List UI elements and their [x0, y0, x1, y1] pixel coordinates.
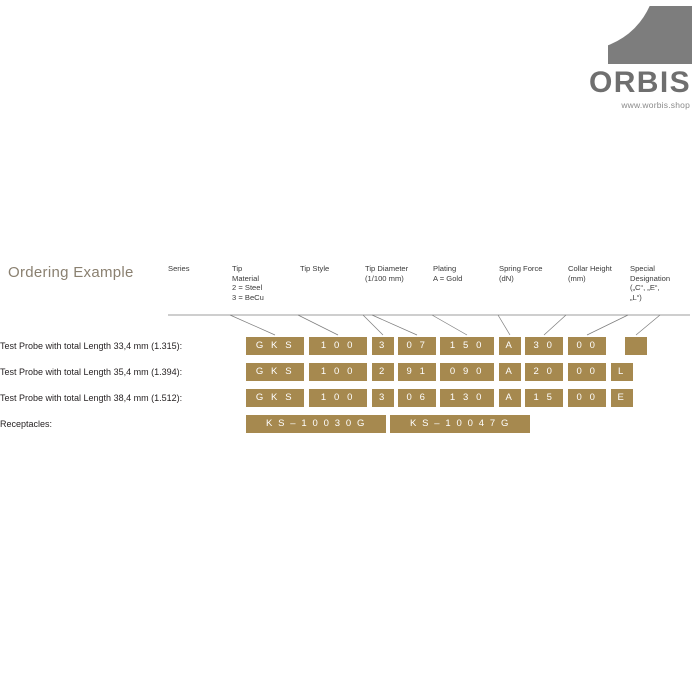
column-header-spring-force: Spring Force (dN)	[499, 264, 543, 283]
row-33-4-code-cell: 1 5 0	[440, 337, 494, 355]
row-35-4-code-cell: L	[611, 363, 633, 381]
row-38-4-label: Test Probe with total Length 38,4 mm (1.512):	[0, 393, 183, 403]
row-33-4-code-cell: 0 0	[568, 337, 606, 355]
column-header-collar-height: Collar Height (mm)	[568, 264, 612, 283]
row-38-4-code-cell: 1 5	[525, 389, 563, 407]
row-38-4	[0, 389, 700, 407]
row-38-4-code-cell: 1 0 0	[309, 389, 367, 407]
row-38-4-code-cell: E	[611, 389, 633, 407]
orbis-logo-mark	[608, 6, 692, 64]
row-35-4-code-cell: 9 1	[398, 363, 436, 381]
row-33-4-code-cell: A	[499, 337, 521, 355]
orbis-logo	[516, 6, 692, 110]
row-38-4-code-cell: 1 3 0	[440, 389, 494, 407]
page-title: Ordering Example	[8, 264, 134, 281]
row-35-4-code-cell: 1 0 0	[309, 363, 367, 381]
column-header-plating: Plating A = Gold	[433, 264, 463, 283]
row-receptacles	[0, 415, 700, 433]
row-35-4-code-cell: A	[499, 363, 521, 381]
logo-notch-shape	[608, 6, 656, 50]
row-33-4-code-cell: G K S	[246, 337, 304, 355]
orbis-website-url: www.worbis.shop	[621, 99, 690, 110]
row-35-4-code-cell: 0 0	[568, 363, 606, 381]
row-38-4-code-cell: 0 0	[568, 389, 606, 407]
row-33-4	[0, 337, 700, 355]
row-33-4-code-cell: 3	[372, 337, 394, 355]
row-receptacles-code-cell: K S – 1 0 0 4 7 G	[390, 415, 530, 433]
row-35-4-code-cell: 0 9 0	[440, 363, 494, 381]
column-header-tip-material: Tip Material 2 = Steel 3 = BeCu	[232, 264, 264, 303]
column-header-series: Series	[168, 264, 190, 273]
row-35-4-label: Test Probe with total Length 35,4 mm (1.394):	[0, 367, 183, 377]
column-header-tip-diameter: Tip Diameter (1/100 mm)	[365, 264, 409, 283]
row-35-4	[0, 363, 700, 381]
orbis-wordmark: ORBIS	[588, 66, 691, 99]
row-35-4-code-cell: 2	[372, 363, 394, 381]
column-header-special-designation: Special Designation („C“, „E“, „L“)	[630, 264, 671, 303]
row-33-4-code-cell	[625, 337, 647, 355]
row-35-4-code-cell: G K S	[246, 363, 304, 381]
row-33-4-code-cell: 1 0 0	[309, 337, 367, 355]
row-33-4-code-cell: 0 7	[398, 337, 436, 355]
column-header-tip-style: Tip Style	[300, 264, 330, 273]
row-38-4-code-cell: A	[499, 389, 521, 407]
row-38-4-code-cell: 3	[372, 389, 394, 407]
row-35-4-code-cell: 2 0	[525, 363, 563, 381]
row-33-4-code-cell: 3 0	[525, 337, 563, 355]
row-33-4-label: Test Probe with total Length 33,4 mm (1.315):	[0, 341, 183, 351]
row-receptacles-code-cell: K S – 1 0 0 3 0 G	[246, 415, 386, 433]
row-38-4-code-cell: G K S	[246, 389, 304, 407]
row-38-4-code-cell: 0 6	[398, 389, 436, 407]
row-receptacles-label: Receptacles:	[0, 419, 53, 429]
